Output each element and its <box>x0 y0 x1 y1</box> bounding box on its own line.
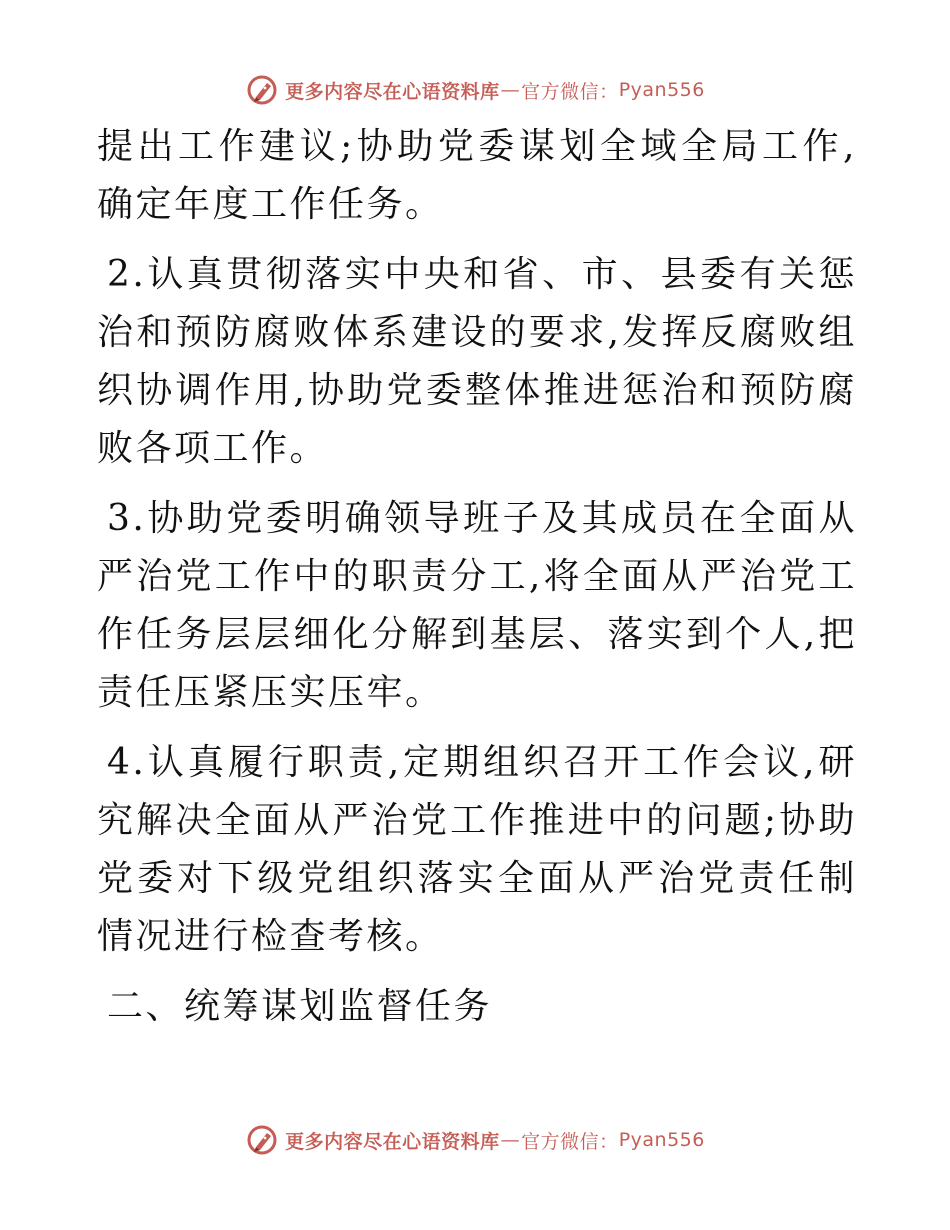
paragraph-2: 2.认真贯彻落实中央和省、市、县委有关惩治和预防腐败体系建设的要求,发挥反腐败组织协调作用,协助党委整体推进惩治和预防腐败各项工作。 <box>97 254 857 469</box>
footer-watermark-banner <box>0 1120 950 1160</box>
header-watermark-banner <box>0 70 950 110</box>
document-body <box>97 118 857 1036</box>
section-heading: 二、统筹谋划监督任务 <box>107 986 493 1027</box>
pen-nib-logo-icon <box>245 73 279 107</box>
banner-main-text: 更多内容尽在心语资料库 <box>285 80 500 103</box>
banner-wechat-id: Pyan556 <box>618 79 705 101</box>
banner-wechat-label: 官方微信： <box>521 80 619 103</box>
pen-nib-logo-icon <box>245 1123 279 1157</box>
paragraph-4: 4.认真履行职责,定期组织召开工作会议,研究解决全面从严治党工作推进中的问题;协助党委对下级党组织落实全面从严治党责任制情况进行检查考核。 <box>97 742 857 957</box>
banner-wechat-label: 官方微信： <box>521 1130 619 1153</box>
banner-wechat-id: Pyan556 <box>618 1129 705 1151</box>
banner-separator: — <box>500 79 521 101</box>
paragraph-3: 3.协助党委明确领导班子及其成员在全面从严治党工作中的职责分工,将全面从严治党工作任务层层细化分解到基层、落实到个人,把责任压紧压实压牢。 <box>97 498 857 713</box>
banner-separator: — <box>500 1129 521 1151</box>
paragraph-1: 提出工作建议;协助党委谋划全域全局工作,确定年度工作任务。 <box>97 126 857 225</box>
banner-main-text: 更多内容尽在心语资料库 <box>285 1130 500 1153</box>
